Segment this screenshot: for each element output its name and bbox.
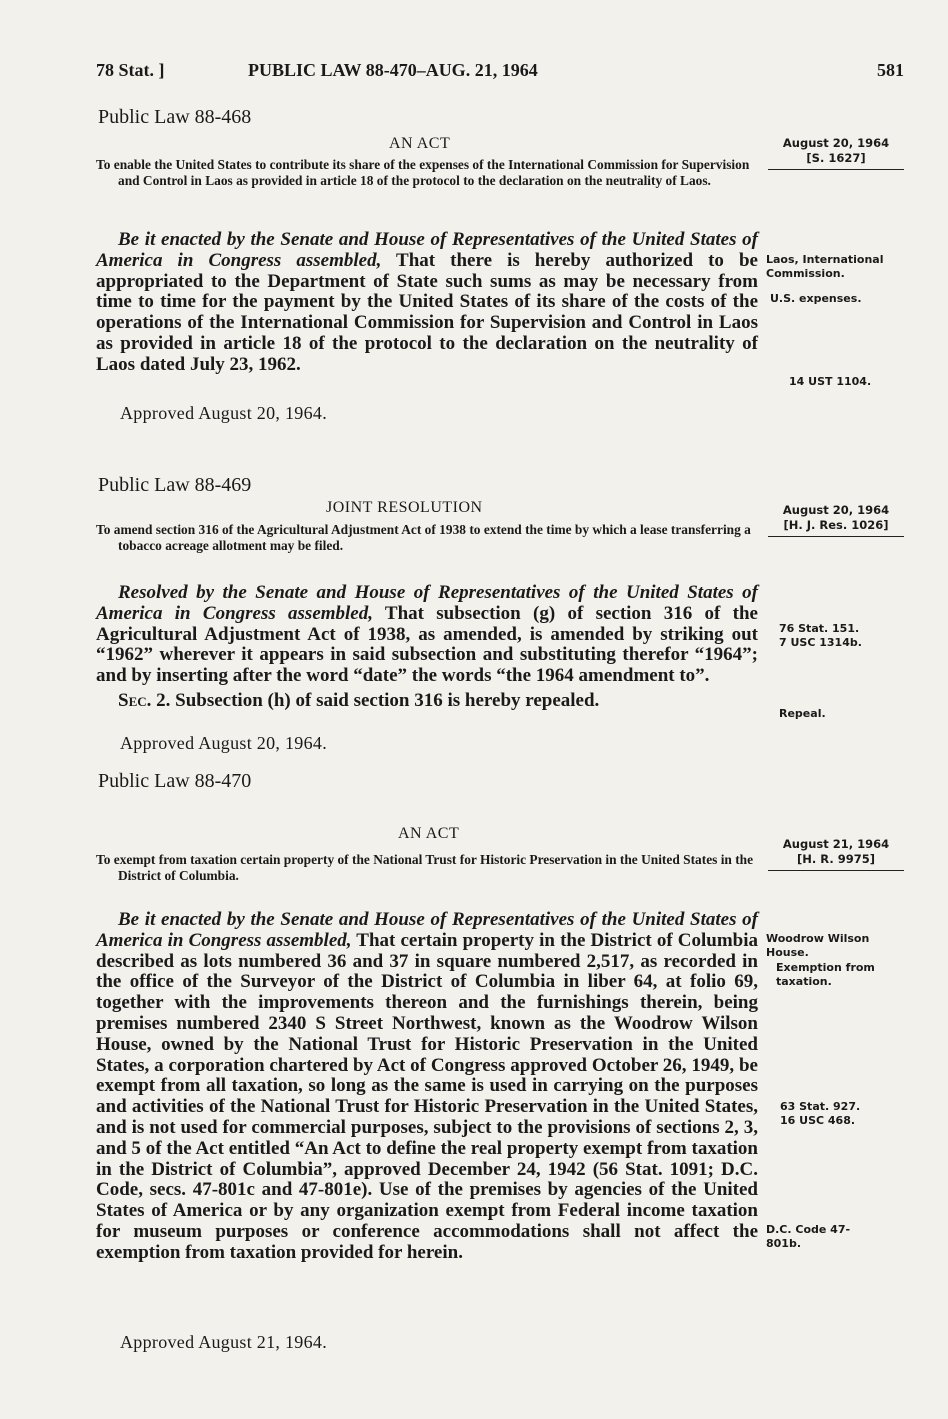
citation-note: 63 Stat. 927. [780,1100,861,1113]
approval-line: Approved August 20, 1964. [120,733,327,753]
margin-note: Exemption from taxation. [776,961,875,988]
act-purpose: To amend section 316 of the Agricultural Adjustment Act of 1938 to extend the time by which a lease transferring a tobacco acreage allotment may be filed. [96,522,751,553]
act-purpose: To exempt from taxation certain property of the National Trust for Historic Preservation in the United States in the District of Columbia. [96,852,754,883]
margin-rule [768,169,904,170]
law-number: Public Law 88-469 [98,474,252,496]
approval-line: Approved August 21, 1964. [120,1332,327,1352]
margin-note: Repeal. [779,707,826,720]
margin-bill-number: [S. 1627] [806,151,866,165]
act-body [96,230,758,376]
act-text: That subsection (g) of section 316 of the Agricultural Adjustment Act of 1938, as amended, is amended by striking out “1962” wherever it appears in said subsection and substituting therefor “1964”; and by inserting after the word “date” the words “the 1964 amendment to”. [96,602,758,687]
law-number: Public Law 88-470 [98,770,252,792]
enacting-clause: Be it enacted by the Senate and House of Representatives of the United States of America in Congress assembled, [96,229,758,271]
margin-note: Laos, International Commission. [766,253,884,280]
citation-note: 7 USC 1314b. [779,636,862,649]
margin-date: August 21, 1964 [782,837,890,851]
margin-date-block [768,837,904,871]
act-body [96,910,758,1264]
margin-rule [768,870,904,871]
margin-note: Woodrow Wilson House. [766,932,870,959]
law-number: Public Law 88-468 [98,106,252,128]
act-type: JOINT RESOLUTION [326,499,483,516]
margin-date-block [768,503,904,537]
margin-note: U.S. expenses. [770,292,862,305]
enacting-clause: Resolved by the Senate and House of Representatives of the United States of America in Congress assembled, [96,582,758,624]
enacting-clause: Be it enacted by the Senate and House of Representatives of the United States of America in Congress assembled, [96,909,758,951]
volume-reference: 78 Stat. ] [96,60,165,80]
act-purpose: To enable the United States to contribute its share of the expenses of the International Commission for Supervision and Control in Laos as provided in article 18 of the protocol to the declaration on the neutrality of Laos. [96,157,750,188]
citation-note: 16 USC 468. [780,1114,856,1127]
citation-note: 76 Stat. 151. [779,622,860,635]
approval-line: Approved August 20, 1964. [120,403,327,423]
margin-rule [768,536,904,537]
margin-date-block [768,136,904,170]
act-text: That there is hereby authorized to be appropriated to the Department of State such sums as may be necessary from time to time for the payment by the United States of its share of the costs of the operations of the International Commission for Supervision and Control in Laos as provided in article 18 of the protocol to the declaration on the neutrality of Laos dated July 23, 1962. [96,249,758,375]
section-label: Sec. 2. [118,689,171,711]
section-text: Subsection (h) of said section 316 is hereby repealed. [170,689,600,711]
margin-date: August 20, 1964 [782,136,890,150]
citation-note: 14 UST 1104. [789,375,872,388]
running-title: PUBLIC LAW 88-470–AUG. 21, 1964 [248,60,538,80]
margin-bill-number: [H. J. Res. 1026] [783,518,889,532]
act-type: AN ACT [398,825,460,842]
margin-bill-number: [H. R. 9975] [797,852,875,866]
act-type: AN ACT [389,135,451,152]
margin-date: August 20, 1964 [782,503,890,517]
citation-note: D.C. Code 47-801b. [766,1223,851,1250]
page-number: 581 [877,60,904,80]
act-body [96,583,758,712]
act-text: That certain property in the District of Columbia described as lots numbered 36 and 37 in square numbered 2,517, as recorded in the office of the Surveyor of the District of Columbia in liber 64, at folio 69, together with the improvements thereon and the furnishings therein, being premises numbered 2340 S Street Northwest, known as the Woodrow Wilson House, owned by the National Trust for Historic Preservation in the United States, a corporation chartered by Act of Congress approved October 26, 1949, be exempt from all taxation, so long as the same is used in carrying on the purposes and activities of the National Trust for Historic Preservation in the United States, and is not used for commercial purposes, subject to the provisions of sections 2, 3, and 5 of the Act entitled “An Act to define the real property exempt from taxation in the District of Columbia”, approved December 24, 1942 (56 Stat. 1091; D.C. Code, secs. 47-801c and 47-801e). Use of the premises by agencies of the United States of America or by any organization exempt from Federal income taxation for museum purposes or conference accommodations shall not affect the exemption from taxation provided for herein. [96,929,759,1263]
